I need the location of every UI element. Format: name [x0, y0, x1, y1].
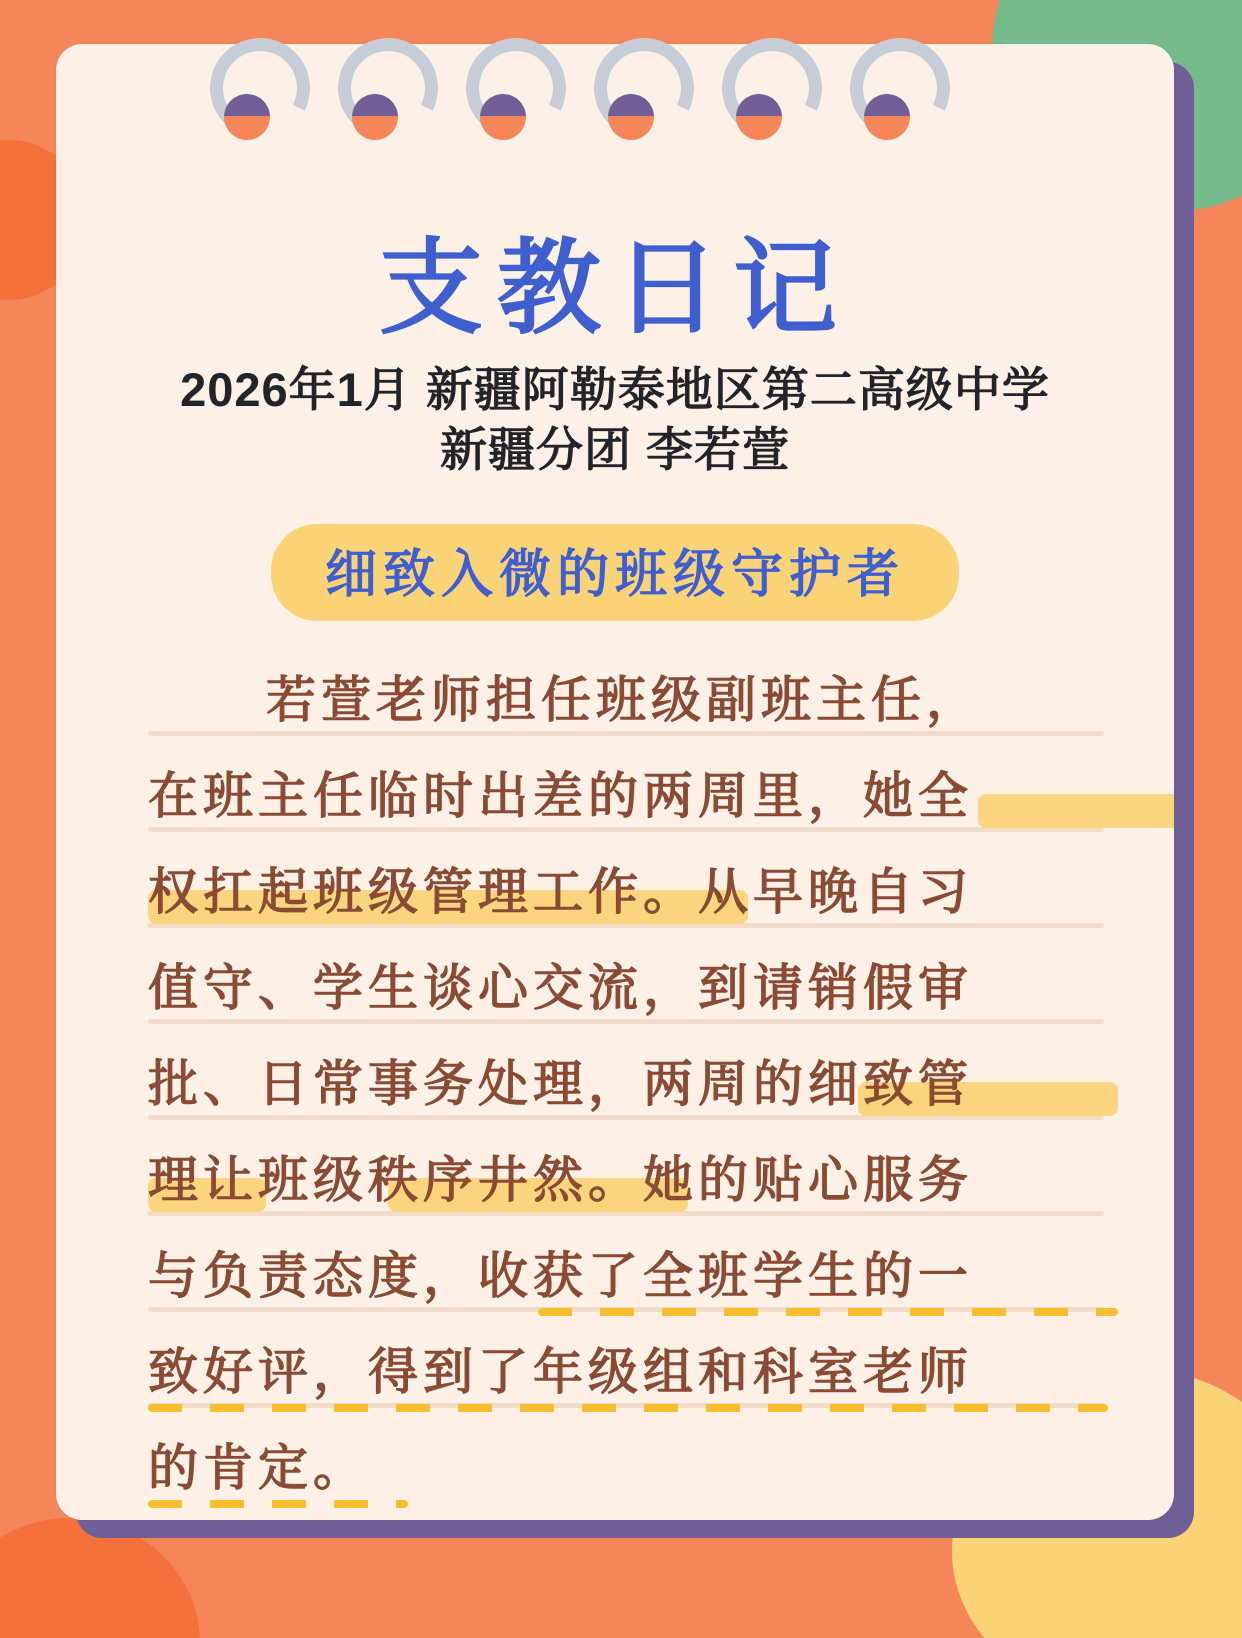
body-line-text: 在班主任临时出差的两周里，她全 — [148, 767, 973, 825]
body-line-text: 批、日常事务处理，两周的细致管 — [148, 1055, 973, 1113]
body-line-text: 理让班级秩序井然。她的贴心服务 — [148, 1151, 973, 1209]
page-subtitle — [116, 360, 1114, 480]
body-line-text: 值守、学生谈心交流，到请销假审 — [148, 959, 973, 1017]
body-line — [148, 1132, 1104, 1228]
subtitle-line-1: 2026年1月 新疆阿勒泰地区第二高级中学 — [180, 363, 1050, 416]
body-line-text: 的肯定。 — [148, 1439, 368, 1497]
body-line-text: 与负责态度，收获了全班学生的一 — [148, 1247, 973, 1305]
body-line — [148, 940, 1104, 1036]
body-line — [148, 748, 1104, 844]
notebook-page — [56, 44, 1174, 1520]
body-line-text: 权扛起班级管理工作。从早晚自习 — [148, 863, 973, 921]
body-line — [148, 652, 1104, 748]
page-title: 支教日记 — [378, 227, 851, 349]
body-line-text: 致好评，得到了年级组和科室老师 — [148, 1343, 973, 1401]
diary-body — [148, 652, 1104, 1516]
section-heading-text: 细致入微的班级守护者 — [324, 545, 905, 605]
body-line — [148, 1036, 1104, 1132]
body-line-text: 若萱老师担任班级副班主任， — [266, 671, 981, 729]
body-line — [148, 1324, 1104, 1420]
highlight-marker — [978, 794, 1174, 828]
subtitle-line-2: 新疆分团 李若萱 — [439, 423, 791, 477]
section-heading-container — [56, 516, 1174, 627]
body-line — [148, 1420, 1104, 1516]
body-line — [148, 844, 1104, 940]
section-heading-banner — [271, 516, 959, 627]
body-line — [148, 1228, 1104, 1324]
